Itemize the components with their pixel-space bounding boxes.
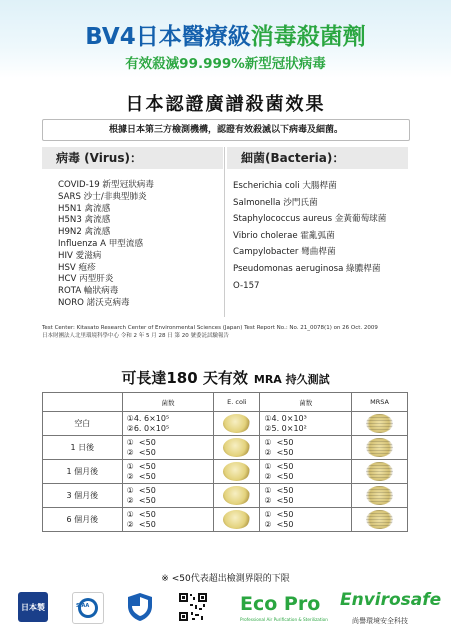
list-item: COVID-19 新型冠狀病毒 xyxy=(58,180,154,190)
siaa-badge xyxy=(72,592,104,624)
table-header: MRSA xyxy=(352,393,408,412)
list-item: H5N3 禽流感 xyxy=(58,215,111,226)
results-table xyxy=(42,392,408,532)
eco-pro-logo: Eco Pro xyxy=(240,593,321,615)
table-header xyxy=(43,393,123,412)
list-item: Escherichia coli 大腸桿菌 xyxy=(233,181,337,191)
virus-list xyxy=(58,180,154,310)
qr-code[interactable] xyxy=(178,592,208,622)
japan-made-badge xyxy=(18,592,48,622)
ecoli-dish-photo xyxy=(214,436,260,460)
list-item: HIV 愛滋病 xyxy=(58,250,102,261)
mrsa-count: ① <50 ② <50 xyxy=(260,508,352,532)
durability-title: 可長達180 天有效 xyxy=(121,369,248,387)
list-item: Influenza A 甲型流感 xyxy=(58,238,144,249)
list-item: HSV 疱疹 xyxy=(58,262,96,273)
qr-code-icon xyxy=(178,592,208,622)
ecoli-count: ① <50 ② <50 xyxy=(122,508,214,532)
list-item: H9N2 禽流感 xyxy=(58,227,111,238)
table-row xyxy=(43,508,408,532)
table-row xyxy=(43,460,408,484)
ecoli-count: ① <50 ② <50 xyxy=(122,436,214,460)
list-item: O-157 xyxy=(233,280,260,291)
mrsa-dish-photo xyxy=(352,484,408,508)
badge-label: SIAA xyxy=(76,603,90,609)
mrsa-count: ① <50 ② <50 xyxy=(260,484,352,508)
table-row xyxy=(43,484,408,508)
shield-logo xyxy=(125,592,155,622)
list-item: Pseudomonas aeruginosa 綠膿桿菌 xyxy=(233,263,381,274)
list-item: SARS 沙士/非典型肺炎 xyxy=(58,191,147,202)
table-header: 菌数 xyxy=(122,393,214,412)
footnote: ※ <50代表超出檢測界限的下限 xyxy=(161,574,290,584)
table-header: 菌数 xyxy=(260,393,352,412)
row-label: 空白 xyxy=(43,412,123,436)
badge-label: 日本製 xyxy=(21,602,45,612)
list-item: HCV 丙型肝炎 xyxy=(58,274,114,285)
table-row xyxy=(43,436,408,460)
list-item: H5N1 禽流感 xyxy=(58,203,111,214)
list-item: NORO 諾沃克病毒 xyxy=(58,297,130,308)
mrsa-count: ① <50 ② <50 xyxy=(260,460,352,484)
mrsa-count: ① <50 ② <50 xyxy=(260,436,352,460)
test-report-note xyxy=(42,324,378,340)
table-header: E. coli xyxy=(214,393,260,412)
virus-heading: 病毒 (Virus)： xyxy=(42,147,223,169)
column-divider xyxy=(224,147,225,317)
ecoli-dish-photo xyxy=(214,484,260,508)
title-brand: BV4日本醫療級 xyxy=(85,24,251,50)
ecoli-count: ①4. 6×10⁵ ②6. 0×10⁵ xyxy=(122,412,214,436)
section-title-durability xyxy=(0,367,451,388)
row-label: 1 日後 xyxy=(43,436,123,460)
durability-subtitle: MRA 持久測試 xyxy=(253,373,330,386)
table-row xyxy=(43,412,408,436)
row-label: 6 個月後 xyxy=(43,508,123,532)
mrsa-dish-photo xyxy=(352,508,408,532)
list-item: Campylobacter 彎曲桿菌 xyxy=(233,247,336,258)
eco-pro-tagline: Professional Air Purification & Sterilization xyxy=(240,617,328,622)
ecoli-dish-photo xyxy=(214,412,260,436)
page-subtitle: 有效殺滅99.999%新型冠狀病毒 xyxy=(125,56,326,72)
envirosafe-logo: Envirosafe xyxy=(340,590,442,610)
ecoli-count: ① <50 ② <50 xyxy=(122,484,214,508)
list-item: Salmonella 沙門氏菌 xyxy=(233,197,318,208)
mrsa-dish-photo xyxy=(352,412,408,436)
title-highlight: 消毒殺菌劑 xyxy=(250,24,366,50)
section-title-certification: 日本認證廣譜殺菌效果 xyxy=(125,94,326,115)
report-line: 日本財團法人北里環境科學中心 令和 2 年 5 月 28 日 第 20 號委託試驗報告 xyxy=(42,333,229,339)
bacteria-list xyxy=(233,178,386,294)
mrsa-dish-photo xyxy=(352,460,408,484)
list-item: ROTA 輪狀病毒 xyxy=(58,286,119,297)
intro-banner: 根據日本第三方檢測機構，認證有效殺滅以下病毒及細菌。 xyxy=(42,119,410,141)
bacteria-heading: 細菌(Bacteria)： xyxy=(227,147,408,169)
list-item: Staphylococcus aureus 金黃葡萄球菌 xyxy=(233,214,387,225)
row-label: 3 個月後 xyxy=(43,484,123,508)
table-header-row xyxy=(43,393,408,412)
ecoli-dish-photo xyxy=(214,508,260,532)
mrsa-count: ①4. 0×10³ ②5. 0×10² xyxy=(260,412,352,436)
mrsa-dish-photo xyxy=(352,436,408,460)
ecoli-count: ① <50 ② <50 xyxy=(122,460,214,484)
report-line: Test Center: Kitasato Research Center of Environmental Sciences (Japan) Test Report No.: No. 21_0078(1) on 26 Oct. 2009 xyxy=(42,325,378,331)
ecoli-dish-photo xyxy=(214,460,260,484)
shield-icon xyxy=(126,592,154,622)
row-label: 1 個月後 xyxy=(43,460,123,484)
envirosafe-tagline: 尚譽環境安全科技 xyxy=(352,617,408,625)
page-title xyxy=(0,18,451,51)
list-item: Vibrio cholerae 霍亂弧菌 xyxy=(233,230,335,241)
